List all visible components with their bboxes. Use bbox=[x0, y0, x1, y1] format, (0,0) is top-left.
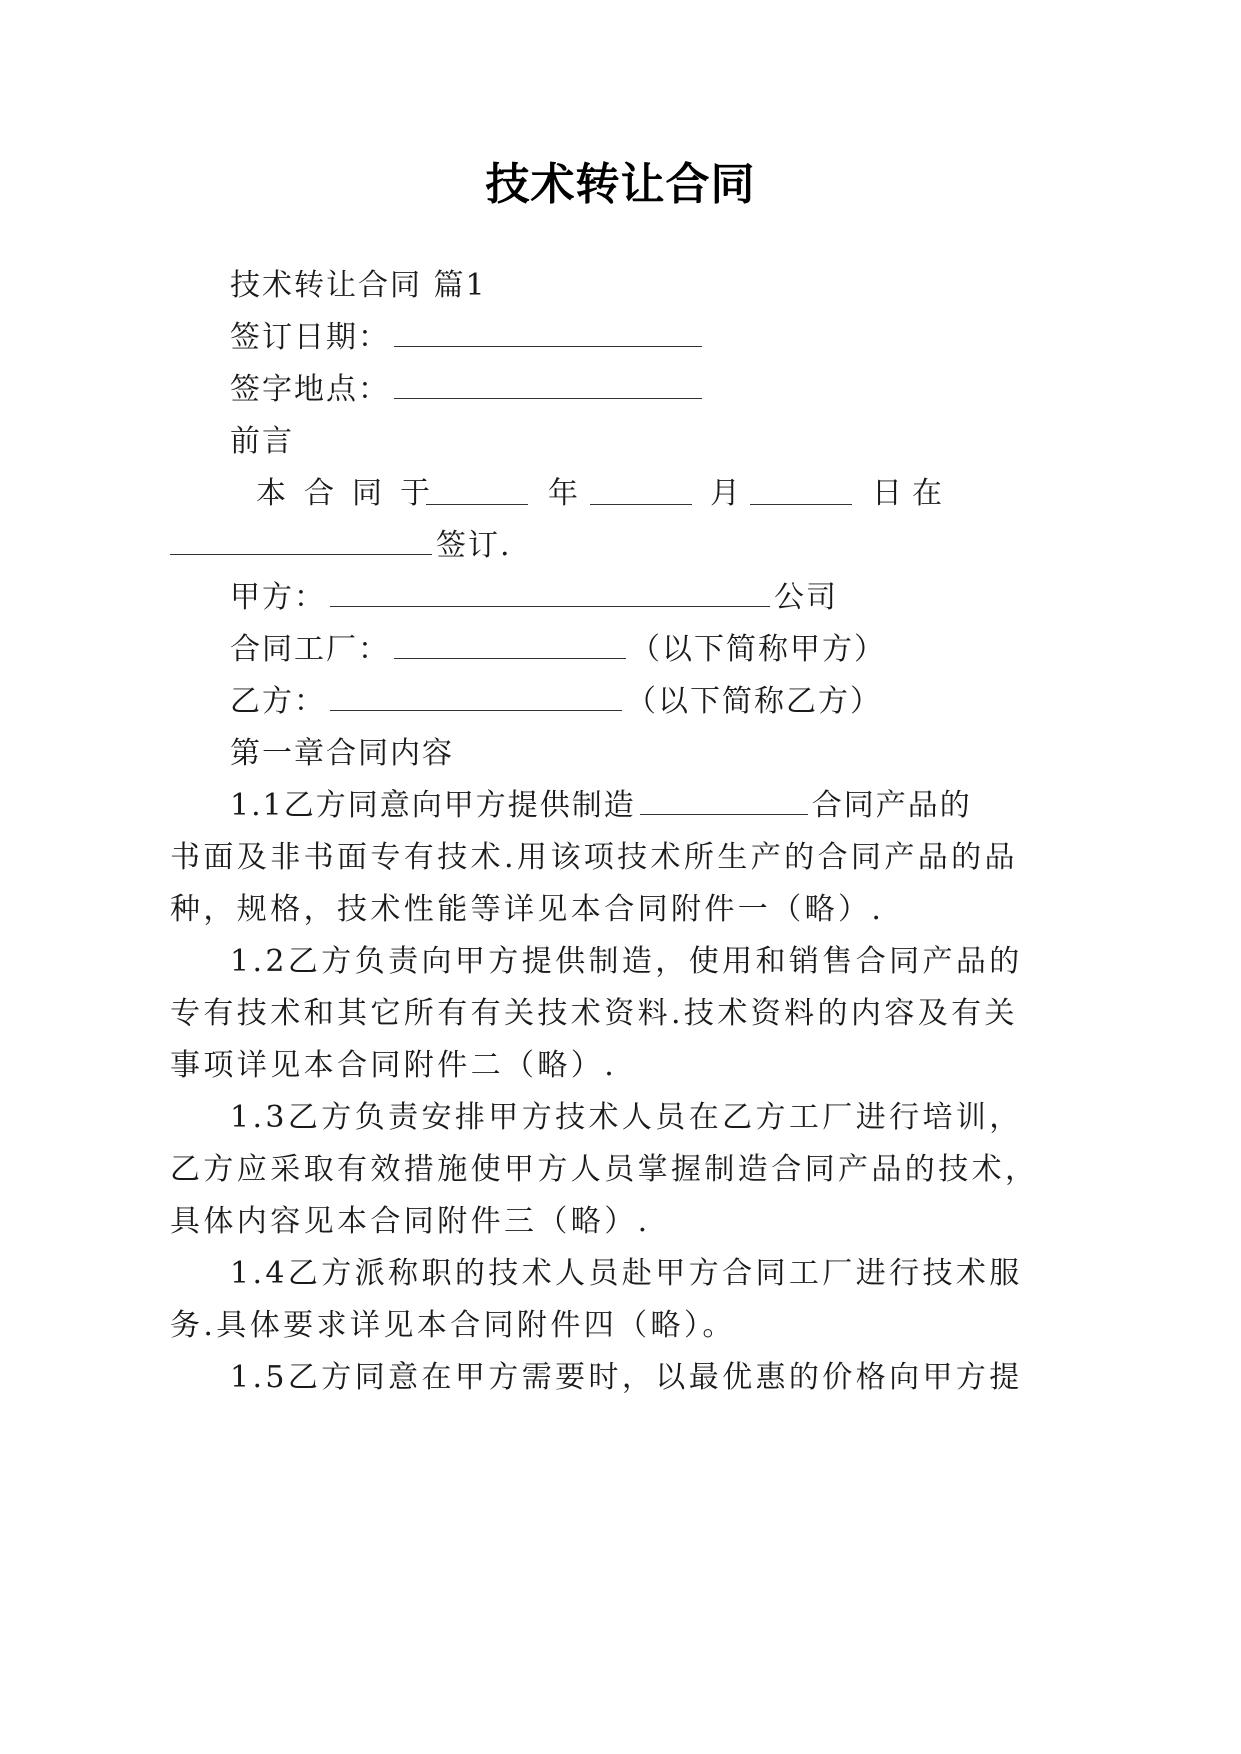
year-label: 年 bbox=[548, 476, 580, 511]
sign-date-label: 签订日期： bbox=[230, 320, 390, 355]
clause-1-5-line-1: 1.5乙方同意在甲方需要时，以最优惠的价格向甲方提 bbox=[230, 1360, 1023, 1395]
clause-1-1-mid: 合同产品的 bbox=[811, 788, 972, 823]
clause-1-2-line-1: 1.2乙方负责向甲方提供制造，使用和销售合同产品的 bbox=[230, 944, 1023, 979]
clause-1-3-line-2: 乙方应采取有效措施使甲方人员掌握制造合同产品的技术， bbox=[170, 1152, 1039, 1187]
clause-1-2-line-2: 专有技术和其它所有有关技术资料.技术资料的内容及有关 bbox=[170, 996, 1018, 1031]
chapter-1-heading: 第一章合同内容 bbox=[230, 736, 454, 771]
clause-1-1-line-1 bbox=[230, 786, 972, 826]
factory-suffix: （以下简称甲方） bbox=[630, 632, 886, 667]
party-b-blank bbox=[330, 682, 622, 711]
sign-date-blank bbox=[394, 318, 702, 347]
at-label: 在 bbox=[912, 476, 944, 511]
signed-row bbox=[170, 526, 512, 566]
clause-1-1-line-2: 书面及非书面专有技术.用该项技术所生产的合同产品的品 bbox=[170, 840, 1018, 875]
clause-1-3-line-1: 1.3乙方负责安排甲方技术人员在乙方工厂进行培训， bbox=[230, 1100, 1023, 1135]
signed-place-blank bbox=[170, 526, 432, 555]
year-blank bbox=[426, 476, 528, 505]
month-blank bbox=[590, 476, 692, 505]
sign-date-row bbox=[230, 318, 706, 358]
clause-1-4-line-2: 务.具体要求详见本合同附件四（略）。 bbox=[170, 1308, 736, 1343]
sign-place-row bbox=[230, 370, 706, 410]
clause-1-3-line-3: 具体内容见本合同附件三（略）. bbox=[170, 1204, 651, 1239]
product-blank bbox=[640, 786, 808, 815]
factory-blank bbox=[394, 630, 626, 659]
preface-label: 前言 bbox=[230, 424, 294, 459]
clause-1-2-line-3: 事项详见本合同附件二（略）. bbox=[170, 1048, 618, 1083]
factory-label: 合同工厂： bbox=[230, 632, 390, 667]
day-label: 日 bbox=[872, 476, 904, 511]
document-title: 技术转让合同 bbox=[485, 159, 756, 210]
party-b-label: 乙方： bbox=[230, 684, 326, 719]
clause-1-4-line-1: 1.4乙方派称职的技术人员赴甲方合同工厂进行技术服 bbox=[230, 1256, 1023, 1291]
day-blank bbox=[750, 476, 852, 505]
sign-place-blank bbox=[394, 370, 702, 399]
party-a-suffix: 公司 bbox=[774, 580, 838, 615]
party-b-row bbox=[230, 682, 882, 722]
intro-word: 本 bbox=[256, 476, 288, 511]
intro-word: 于 bbox=[400, 476, 432, 511]
month-label: 月 bbox=[710, 476, 742, 511]
signed-label: 签订. bbox=[436, 528, 512, 563]
heading-line: 技术转让合同 篇1 bbox=[230, 268, 487, 303]
clause-1-1-prefix: 1.1乙方同意向甲方提供制造 bbox=[230, 788, 636, 823]
party-a-blank bbox=[330, 578, 770, 607]
factory-row bbox=[230, 630, 886, 670]
sign-place-label: 签字地点： bbox=[230, 372, 390, 407]
intro-word: 合 bbox=[304, 476, 336, 511]
clause-1-1-line-3: 种，规格，技术性能等详见本合同附件一（略）. bbox=[170, 892, 885, 927]
party-b-suffix: （以下简称乙方） bbox=[626, 684, 882, 719]
party-a-label: 甲方： bbox=[230, 580, 326, 615]
intro-word: 同 bbox=[352, 476, 384, 511]
party-a-row bbox=[230, 578, 838, 618]
